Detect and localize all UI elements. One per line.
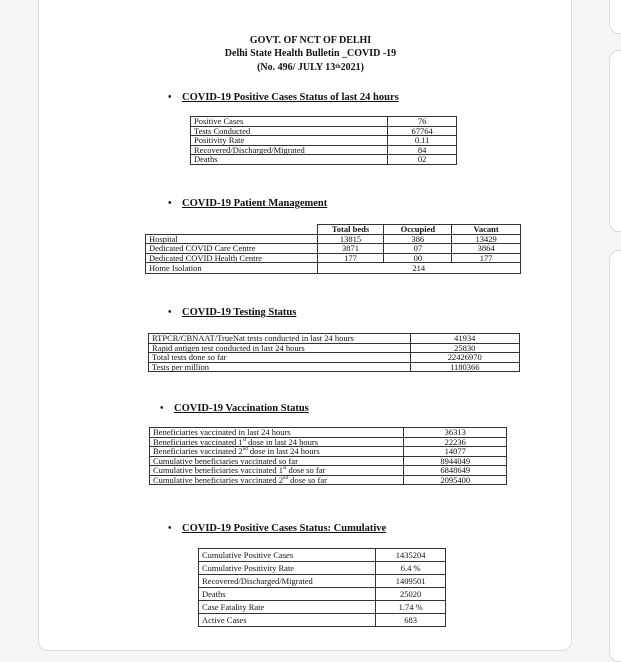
- row-value: 1409501: [376, 575, 446, 588]
- header-occupied: Occupied: [384, 225, 452, 235]
- row-label: RTPCR/CBNAAT/TrueNat tests conducted in last 24 hours: [149, 334, 411, 344]
- row-label-text: Beneficiaries vaccinated 2: [153, 446, 243, 456]
- header-total-beds: Total beds: [317, 225, 384, 235]
- table-header-row: [146, 225, 521, 235]
- row-value: 8944049: [404, 456, 507, 466]
- row-value: 6848649: [404, 466, 507, 476]
- vaccination-status-table: [149, 427, 507, 485]
- ordinal-suffix: nd: [242, 447, 248, 452]
- header-govt: GOVT. OF NCT OF DELHI: [249, 35, 372, 46]
- row-label: Recovered/Discharged/Migrated: [191, 145, 388, 155]
- row-value: 0.11: [388, 136, 457, 146]
- occupied-value: 00: [384, 253, 452, 263]
- row-value: 14077: [404, 447, 507, 457]
- table-row: [146, 253, 521, 263]
- row-label-text: dose in last 24 hours: [246, 436, 319, 447]
- row-value: 1435204: [376, 549, 446, 562]
- table-row: [199, 549, 446, 562]
- row-value: 683: [376, 614, 446, 627]
- row-label: Positivity Rate: [191, 136, 388, 146]
- section-title: COVID-19 Positive Cases Status: Cumulative: [182, 523, 387, 534]
- row-value: 02: [388, 155, 457, 165]
- row-value: 84: [388, 145, 457, 155]
- bullet-icon: •: [160, 403, 164, 414]
- table-row: [191, 136, 457, 146]
- row-value: 25830: [410, 343, 519, 353]
- row-label: [150, 447, 404, 457]
- row-value: 2095400: [404, 475, 507, 485]
- section-title: COVID-19 Patient Management: [182, 198, 328, 209]
- table-row: [191, 117, 457, 127]
- bulletin-year: 2021): [340, 62, 364, 73]
- row-label-text: dose so far: [288, 474, 327, 485]
- occupied-value: 07: [384, 244, 452, 254]
- table-row: [191, 155, 457, 165]
- positive-24h-table: [190, 116, 457, 165]
- row-label-text: Cumulative beneficiaries vaccinated 1: [153, 465, 284, 475]
- row-label: Dedicated COVID Care Centre: [146, 244, 318, 254]
- row-value: 36313: [404, 428, 507, 438]
- row-label-text: Beneficiaries vaccinated 1: [153, 436, 243, 447]
- table-row: [150, 447, 507, 457]
- row-value: 25020: [376, 588, 446, 601]
- header-blank: [146, 225, 318, 235]
- patient-management-table: [145, 224, 521, 274]
- section-cumulative-heading: [168, 523, 386, 534]
- date-suffix: th: [335, 64, 341, 70]
- ordinal-suffix: nd: [283, 475, 289, 481]
- row-value: 76: [388, 117, 457, 127]
- section-patient-management-heading: [168, 198, 327, 209]
- header-bulletin-title: Delhi State Health Bulletin _COVID -19: [224, 48, 397, 59]
- row-label: Cumulative beneficiaries vaccinated so far: [150, 456, 404, 466]
- row-label: Cumulative Positivity Rate: [199, 562, 376, 575]
- row-label: Total tests done so far: [149, 353, 411, 363]
- occupied-value: 386: [384, 234, 452, 244]
- bullet-icon: •: [168, 92, 172, 103]
- table-row: [149, 334, 520, 344]
- section-title: COVID-19 Vaccination Status: [174, 403, 309, 414]
- row-value: 67764: [388, 126, 457, 136]
- cumulative-table: [198, 548, 446, 627]
- table-row: [150, 475, 507, 485]
- table-row: [146, 244, 521, 254]
- row-value: 6.4 %: [376, 562, 446, 575]
- header-line-1: [0, 34, 621, 47]
- home-isolation-row: [146, 263, 521, 274]
- section-testing-heading: [168, 307, 296, 318]
- row-label: Case Fatality Rate: [199, 601, 376, 614]
- section-positive-24h-heading: [168, 92, 399, 103]
- header-vacant: Vacant: [452, 225, 521, 235]
- row-label: Tests per million: [149, 362, 411, 372]
- row-label: Recovered/Discharged/Migrated: [199, 575, 376, 588]
- section-vaccination-heading: [160, 403, 309, 414]
- vacant-value: 3864: [452, 244, 521, 254]
- section-title: COVID-19 Testing Status: [182, 307, 297, 318]
- ordinal-suffix: st: [283, 466, 287, 471]
- row-label: Dedicated COVID Health Centre: [146, 253, 318, 263]
- header-line-3: [0, 61, 621, 74]
- row-label: Positive Cases: [191, 117, 388, 127]
- row-value: 1.74 %: [376, 601, 446, 614]
- row-label: Home Isolation: [146, 263, 318, 274]
- row-value: 1180366: [410, 362, 519, 372]
- row-label: Deaths: [191, 155, 388, 165]
- row-value: 41934: [410, 334, 519, 344]
- ordinal-suffix: st: [242, 437, 247, 443]
- total-beds-value: 13815: [317, 234, 384, 244]
- row-label: Tests Conducted: [191, 126, 388, 136]
- bullet-icon: •: [168, 523, 172, 534]
- row-label: Beneficiaries vaccinated in last 24 hours: [150, 428, 404, 438]
- table-row: [199, 601, 446, 614]
- table-row: [199, 562, 446, 575]
- row-label-text: dose in last 24 hours: [247, 446, 320, 456]
- table-row: [191, 145, 457, 155]
- row-label-text: dose so far: [286, 465, 326, 475]
- total-beds-value: 3871: [317, 244, 384, 254]
- row-label-text: Cumulative beneficiaries vaccinated 2: [153, 474, 284, 485]
- section-title: COVID-19 Positive Cases Status of last 24 hours: [182, 92, 399, 103]
- row-label: Cumulative Positive Cases: [199, 549, 376, 562]
- row-value: 22236: [404, 437, 507, 447]
- home-isolation-value: 214: [317, 263, 520, 274]
- row-label: Rapid antigen test conducted in last 24 hours: [149, 343, 411, 353]
- vacant-value: 13429: [452, 234, 521, 244]
- bullet-icon: •: [168, 198, 172, 209]
- vacant-value: 177: [452, 253, 521, 263]
- row-value: 22426970: [410, 353, 519, 363]
- bulletin-number: (No. 496/ JULY 13: [257, 62, 336, 73]
- bullet-icon: •: [168, 307, 172, 318]
- table-row: [199, 614, 446, 627]
- table-row: [199, 575, 446, 588]
- table-row: [199, 588, 446, 601]
- testing-status-table: [148, 333, 520, 372]
- row-label: Hospital: [146, 234, 318, 244]
- total-beds-value: 177: [317, 253, 384, 263]
- table-row: [149, 353, 520, 363]
- row-label: Deaths: [199, 588, 376, 601]
- table-row: [149, 362, 520, 372]
- header-line-2: [0, 47, 621, 60]
- row-label: [150, 475, 404, 485]
- row-label: Active Cases: [199, 614, 376, 627]
